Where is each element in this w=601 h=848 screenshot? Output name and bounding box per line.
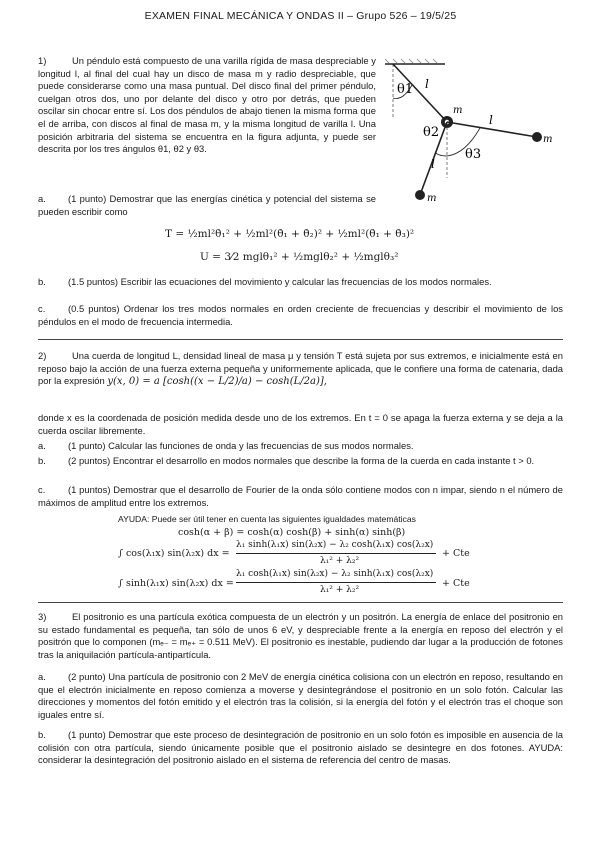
- q1a-text: (1 punto) Demostrar que las energías cinética y potencial del sistema se pueden escribir como: [38, 193, 376, 217]
- theta2-label: θ2: [423, 125, 440, 140]
- q3-number: 3): [38, 611, 47, 622]
- q1b-text: (1.5 puntos) Escribir las ecuaciones del movimiento y calcular las frecuencias de los modos normales.: [68, 276, 492, 287]
- disc-2: [415, 190, 425, 200]
- q2-intro2: donde x es la coordenada de posición medida desde uno de los extremos. En t = 0 se apaga la fuerza externa y se deja a la cuerda oscilar libremente.: [38, 412, 563, 436]
- integral-2-fraction-bar: [236, 582, 436, 583]
- q2c-block: [38, 484, 563, 509]
- q3a-text: (2 punto) Una partícula de positronio con 2 MeV de energía cinética colisiona con un electrón en reposo, resultando en que el electrón inicialmente en reposo comienza a moverse y desintegrándose el positronio en un solo fotón. Calcular las direcciones y momentos del fotón emitido y el electrón tras la colisión, si la energía del fotón y el electrón tras el choque son iguales entre sí.: [38, 671, 563, 720]
- q3b-label: b.: [38, 729, 46, 740]
- integral-1-lhs: ∫ cos(λ₁x) sin(λ₂x) dx =: [118, 548, 230, 559]
- support-hatching: [385, 59, 438, 64]
- mass-3-label: m: [543, 134, 553, 145]
- integral-1-denominator: λ₁² + λ₂²: [320, 556, 360, 566]
- kinetic-energy-eq: T = ½ml²θ̇₁² + ½ml²(θ̇₁ + θ̇₂)² + ½ml²(θ̇₁ + θ̇₃)²: [165, 228, 415, 240]
- rod1-length-label: l: [425, 77, 429, 91]
- upper-mass-label: m: [453, 105, 463, 116]
- q2c-text: (1 puntos) Demostrar que el desarrollo de Fourier de la onda sólo contiene modos con n impar, siendo n el número de máximos de amplitud entre los extremos.: [38, 484, 563, 508]
- pendulum-figure: [385, 58, 560, 208]
- divider-2: [38, 602, 563, 603]
- integral-2-denominator: λ₁² + λ₂²: [320, 585, 360, 595]
- potential-energy-eq: U = 3⁄2 mglθ₁² + ½mglθ₂² + ½mglθ₃²: [200, 251, 399, 263]
- rod2-length-label: l: [431, 157, 435, 171]
- exam-title: EXAMEN FINAL MECÁNICA Y ONDAS II – Grupo 526 – 19/5/25: [144, 10, 457, 22]
- integral-1-fraction-bar: [236, 553, 436, 554]
- integral-2-lhs: ∫ sinh(λ₁x) sin(λ₂x) dx =: [118, 578, 234, 589]
- q1a-block: [38, 193, 376, 218]
- q1-intro: Un péndulo está compuesto de una varilla rígida de masa despreciable y longitud l, al final del cual hay un disco de masa m y radio despreciable, que puede considerarse como una masa puntual. Del disco final del primer péndulo, cuelgan otros dos, uno por delante del disco y otro por detrás, que pueden oscilar sin chocar entre sí. Los dos péndulos de abajo tienen la misma forma que el de arriba, con discos al final de masa m, y la misma longitud de varilla l. Una posición arbitraria del sistema se encuentra en la figura adjunta, y puede ser descrita por los tres ángulos θ1, θ2 y θ3.: [38, 55, 376, 155]
- q2b-text: (2 puntos) Encontrar el desarrollo en modos normales que describe la forma de la cuerda en cada instante t > 0.: [68, 455, 535, 466]
- q1a-label: a.: [38, 193, 46, 204]
- q1-number: 1): [38, 55, 47, 66]
- rod3-length-label: l: [489, 113, 493, 127]
- q2-catenary-expression: y(x, 0) = a [cosh((x − L/2)/a) − cosh(L/2a)],: [107, 376, 327, 388]
- q2a-text: (1 punto) Calcular las funciones de onda y las frecuencias de sus modos normales.: [68, 440, 414, 451]
- q3-intro: El positronio es una partícula exótica compuesta de un electrón y un positrón. La energía de enlace del positronio en su estado fundamental es pequeña, tan sólo de unos 6 eV, y despreciable frente a la energía en reposo del electrón y el positrón que lo componen (mₑ₋ = mₑ₊ = 0.511 MeV). El positronio es inestable, pudiendo dar lugar a la producción de fotones tras la aniquilación partícula-antipartícula.: [38, 611, 563, 660]
- integral-2-constant: + Cte: [442, 578, 470, 589]
- q2b-label: b.: [38, 455, 46, 466]
- q2-intro2-block: [38, 412, 563, 437]
- q2a-block: [38, 440, 563, 453]
- q1c-text: (0.5 puntos) Ordenar los tres modos normales en orden creciente de frecuencias y describir el movimiento de los péndulos en el modo de frecuencia intermedia.: [38, 303, 563, 327]
- q2-intro-block: [38, 350, 563, 389]
- q1c-label: c.: [38, 303, 46, 314]
- theta3-label: θ3: [465, 147, 482, 162]
- q3b-block: [38, 729, 563, 767]
- q2-number: 2): [38, 350, 47, 361]
- q1b-label: b.: [38, 276, 46, 287]
- q2b-block: [38, 455, 563, 468]
- integral-1-numerator: λ₁ sinh(λ₁x) sin(λ₂x) − λ₂ cosh(λ₁x) cos(λ₂x): [236, 540, 434, 550]
- q2-intro: Una cuerda de longitud L, densidad lineal de masa μ y tensión T está sujeta por sus extremos, e inicialmente está en reposo bajo la acción de una fuerza externa pequeña y uniformemente aplicada, que le confiere una forma de catenaria, dada por la expresión: [38, 350, 563, 387]
- q3a-label: a.: [38, 671, 46, 682]
- q1c-block: [38, 303, 563, 328]
- q3b-text: (1 punto) Demostrar que este proceso de desintegración de positronio en un solo fotón es imposible en ausencia de la colisión con otra partícula, siendo únicamente posible que el positronio aislado se desintegre en dos fotones. AYUDA: considerar la desintegración del positronio aislado en el sistema de referencia del centro de masas.: [38, 729, 563, 766]
- theta2-arc: [435, 152, 447, 156]
- q2c-label: c.: [38, 484, 46, 495]
- integral-1-constant: + Cte: [442, 548, 470, 559]
- q3-intro-block: [38, 611, 563, 661]
- q2-help-title: AYUDA: Puede ser útil tener en cuenta las siguientes igualdades matemáticas: [118, 514, 416, 524]
- cosh-identity: cosh(α + β) = cosh(α) cosh(β) + sinh(α) sinh(β): [178, 527, 406, 538]
- q1-intro-block: [38, 55, 376, 156]
- q3a-block: [38, 671, 563, 721]
- integral-2-numerator: λ₁ cosh(λ₁x) sin(λ₂x) − λ₂ sinh(λ₁x) cos(λ₂x): [236, 569, 434, 579]
- q1b-block: [38, 276, 563, 289]
- mass-2-label: m: [427, 193, 437, 204]
- theta1-label: θ1: [397, 82, 414, 97]
- q2a-label: a.: [38, 440, 46, 451]
- disc-3: [532, 132, 542, 142]
- divider-1: [38, 339, 563, 340]
